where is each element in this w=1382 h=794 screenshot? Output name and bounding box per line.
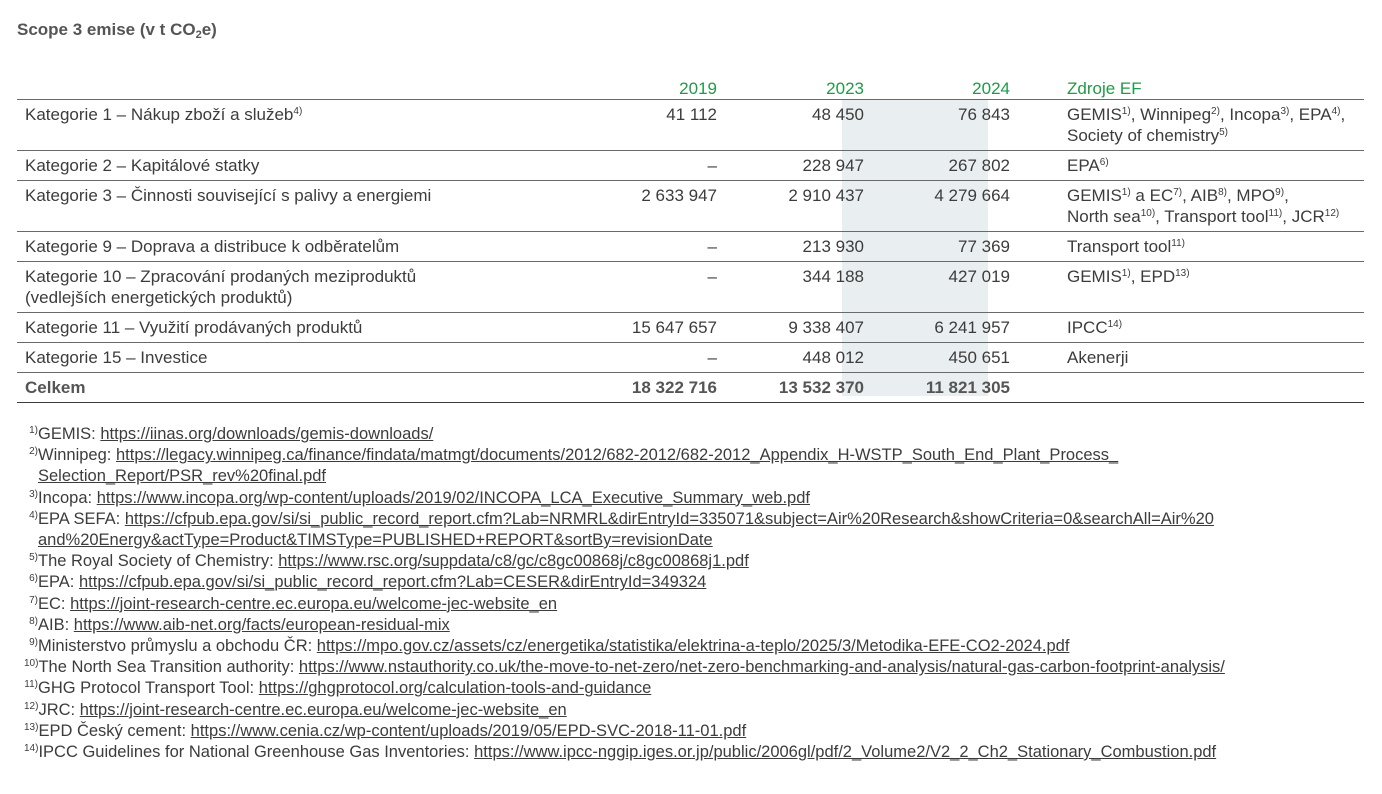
- footnote: [24, 700, 1374, 721]
- footnote-link[interactable]: https://ghgprotocol.org/calculation-tools-and-guidance: [258, 679, 652, 698]
- footnote-label: IPCC Guidelines for National Greenhouse Gas Inventories:: [38, 743, 475, 762]
- source-separator: ,: [1340, 105, 1346, 124]
- footnote: [24, 594, 1374, 615]
- footnote: [24, 742, 1374, 763]
- total-2019: 18 322 716: [578, 373, 725, 403]
- table-header-row: [17, 73, 1364, 100]
- header-2019: 2019: [578, 73, 725, 100]
- source-separator: ,: [1130, 267, 1141, 286]
- source-ref: 12): [1324, 208, 1340, 219]
- footnote-text: [38, 742, 1374, 763]
- footnote: [24, 678, 1374, 699]
- category-label: Kategorie 11 – Využití prodávaných produktů: [25, 318, 363, 337]
- footnote-number: 13): [24, 721, 39, 733]
- source-name: Transport tool: [1164, 207, 1269, 226]
- source-ref: 1): [1121, 187, 1131, 198]
- footnote: [24, 509, 1374, 551]
- footnote-label: GEMIS:: [38, 425, 101, 443]
- source-name: North sea: [1067, 207, 1141, 226]
- footnote-link[interactable]: https://www.rsc.org/suppdata/c8/gc/c8gc00868j/c8gc00868j1.pdf: [278, 552, 749, 571]
- value-2019: –: [578, 343, 725, 373]
- footnote-number: 9): [29, 637, 38, 649]
- category-cell: [17, 343, 578, 373]
- category-cell: [17, 232, 578, 262]
- source-ref: 14): [1107, 319, 1123, 330]
- footnote-text: [38, 700, 1374, 721]
- value-2024: 76 843: [872, 100, 1018, 151]
- value-2023: 228 947: [725, 151, 872, 181]
- footnote-text: [38, 551, 1374, 572]
- source-ref: 5): [1219, 127, 1229, 138]
- source-ref: 1): [1121, 106, 1131, 117]
- source-name: Incopa: [1229, 105, 1281, 124]
- value-2024: 427 019: [872, 262, 1018, 313]
- footnote-link[interactable]: https://cfpub.epa.gov/si/si_public_record_report.cfm?Lab=CESER&dirEntryId=349324: [78, 573, 707, 592]
- footnote-link[interactable]: https://cfpub.epa.gov/si/si_public_record_report.cfm?Lab=NRMRL&dirEntryId=335071&subject=Air%20Research&showCriteria=0&searchAll=Air%20: [124, 509, 1214, 528]
- footnote-link[interactable]: https://iinas.org/downloads/gemis-downloads/: [100, 425, 434, 443]
- source-name: GEMIS: [1067, 186, 1122, 205]
- footnote-text: [38, 678, 1374, 699]
- category-label: Kategorie 15 – Investice: [25, 348, 208, 367]
- footnote-text: [38, 657, 1374, 678]
- value-2023: 448 012: [725, 343, 872, 373]
- source-separator: a: [1130, 186, 1150, 205]
- source-separator: ,: [1284, 186, 1289, 205]
- source-name: EPD: [1140, 267, 1176, 286]
- footnote-text: [38, 445, 1374, 487]
- source-ref: 6): [1099, 157, 1109, 168]
- value-2023: 213 930: [725, 232, 872, 262]
- total-row: [17, 373, 1364, 403]
- source-name: MPO: [1236, 186, 1276, 205]
- footnote-text: [38, 721, 1374, 742]
- sources-cell: [1018, 100, 1364, 151]
- source-name: Transport tool: [1067, 237, 1172, 256]
- source-ref: 4): [1331, 106, 1341, 117]
- footnote-number: 2): [29, 446, 38, 458]
- footnote: [24, 551, 1374, 572]
- value-2023: 344 188: [725, 262, 872, 313]
- footnote-link[interactable]: https://joint-research-centre.ec.europa.eu/welcome-jec-website_en: [79, 700, 567, 719]
- source-name: GEMIS: [1067, 267, 1122, 286]
- footnote-link[interactable]: https://www.cenia.cz/wp-content/uploads/2019/05/EPD-SVC-2018-11-01.pdf: [190, 721, 747, 740]
- source-ref: 8): [1218, 187, 1227, 198]
- source-ref: 2): [1211, 106, 1220, 117]
- title-text: Scope 3 emise (v t CO: [17, 20, 196, 39]
- category-label: Kategorie 1 – Nákup zboží a služeb: [25, 105, 294, 124]
- source-separator: ,: [1282, 207, 1292, 226]
- footnote-link[interactable]: https://legacy.winnipeg.ca/finance/findata/matmgt/documents/2012/682-2012/682-2012_Appendix_H-WSTP_South_End_Plant_Process_: [115, 446, 1119, 465]
- source-ref: 9): [1275, 187, 1285, 198]
- source-ref: 11): [1268, 208, 1283, 219]
- header-2023: 2023: [725, 73, 872, 100]
- category-label: Kategorie 2 – Kapitálové statky: [25, 156, 260, 175]
- category-cell: [17, 313, 578, 343]
- source-name: EPA: [1298, 105, 1332, 124]
- footnote-link[interactable]: https://www.aib-net.org/facts/european-residual-mix: [73, 615, 450, 634]
- value-2024: 4 279 664: [872, 181, 1018, 232]
- footnote: [24, 488, 1374, 509]
- source-ref: 13): [1175, 268, 1190, 279]
- total-label: Celkem: [17, 373, 578, 403]
- footnote: [24, 636, 1374, 657]
- footnote: [24, 657, 1374, 678]
- footnote-number: 1): [29, 425, 38, 436]
- source-name: GEMIS: [1067, 105, 1122, 124]
- category-label: Kategorie 9 – Doprava a distribuce k odběratelům: [25, 237, 400, 256]
- footnote-number: 6): [29, 573, 38, 585]
- value-2019: –: [578, 232, 725, 262]
- table-row: [17, 232, 1364, 262]
- sources-cell: [1018, 262, 1364, 313]
- source-ref: 3): [1280, 106, 1290, 117]
- footnote-label: EPD Český cement:: [38, 721, 191, 740]
- category-cell: [17, 151, 578, 181]
- footnote-label: The Royal Society of Chemistry:: [38, 552, 279, 571]
- value-2023: 2 910 437: [725, 181, 872, 232]
- table-row: [17, 151, 1364, 181]
- total-2023: 13 532 370: [725, 373, 872, 403]
- source-separator: ,: [1226, 186, 1237, 205]
- footnote-number: 10): [24, 658, 39, 670]
- category-label: Kategorie 10 – Zpracování prodaných meziproduktů: [25, 267, 417, 286]
- table-body: [17, 100, 1364, 403]
- footnote-link[interactable]: https://joint-research-centre.ec.europa.eu/welcome-jec-website_en: [70, 594, 558, 613]
- source-name: IPCC: [1067, 318, 1108, 337]
- source-ref: 1): [1121, 268, 1131, 279]
- page-title: [17, 20, 217, 41]
- footnote-number: 4): [29, 509, 38, 521]
- footnote-label: AIB:: [38, 615, 74, 634]
- table-row: [17, 313, 1364, 343]
- footnote: [24, 615, 1374, 636]
- footnote: [24, 445, 1374, 487]
- footnote-text: [38, 636, 1374, 657]
- sources-cell: [1018, 313, 1364, 343]
- footnote-number: 3): [29, 488, 38, 500]
- footnote-number: 8): [29, 615, 38, 627]
- value-2019: 15 647 657: [578, 313, 725, 343]
- footnote: [24, 424, 1374, 445]
- footnote-text: [38, 615, 1374, 636]
- footnote-number: 11): [24, 679, 38, 691]
- source-ref: 10): [1140, 208, 1156, 219]
- footnote-label: Winnipeg:: [38, 446, 116, 465]
- footnote-text: [38, 594, 1374, 615]
- source-separator: ,: [1182, 186, 1191, 205]
- footnote-number: 12): [24, 700, 39, 712]
- value-2019: –: [578, 151, 725, 181]
- value-2023: 48 450: [725, 100, 872, 151]
- title-tail: e): [201, 20, 217, 39]
- footnote-link[interactable]: https://www.nstauthority.co.uk/the-move-to-net-zero/net-zero-benchmarking-and-analysis/natural-gas-carbon-footprint-analysis/: [298, 658, 1225, 677]
- footnote-text: [38, 424, 1374, 445]
- value-2023: 9 338 407: [725, 313, 872, 343]
- value-2024: 267 802: [872, 151, 1018, 181]
- sources-cell: [1018, 232, 1364, 262]
- value-2019: 41 112: [578, 100, 725, 151]
- total-2024: 11 821 305: [872, 373, 1018, 403]
- footnote-link[interactable]: https://www.incopa.org/wp-content/uploads/2019/02/INCOPA_LCA_Executive_Summary_web.pdf: [96, 488, 810, 507]
- source-name: EC: [1149, 186, 1174, 205]
- value-2024: 6 241 957: [872, 313, 1018, 343]
- source-separator: ,: [1130, 105, 1141, 124]
- footnote-text: [38, 509, 1374, 551]
- category-ref: 4): [293, 106, 303, 117]
- value-2019: –: [578, 262, 725, 313]
- source-name: AIB: [1190, 186, 1219, 205]
- value-2024: 77 369: [872, 232, 1018, 262]
- value-2019: 2 633 947: [578, 181, 725, 232]
- source-name: Winnipeg: [1140, 105, 1212, 124]
- footnote-link[interactable]: and%20Energy&actType=Product&TIMSType=PUBLISHED+REPORT&sortBy=revisionDate: [38, 531, 713, 550]
- footnote-text: [38, 572, 1374, 593]
- total-sources: [1018, 373, 1364, 403]
- footnote-label: JRC:: [38, 700, 80, 719]
- footnotes: [24, 424, 1374, 763]
- emissions-table: [17, 73, 1364, 403]
- table-row: [17, 181, 1364, 232]
- footnote: [24, 721, 1374, 742]
- footnote-link[interactable]: https://mpo.gov.cz/assets/cz/energetika/statistika/elektrina-a-teplo/2025/3/Metodika-EFE-CO2-2024.pdf: [316, 637, 1070, 656]
- header-2024: 2024: [872, 73, 1018, 100]
- source-separator: ,: [1289, 105, 1299, 124]
- source-separator: ,: [1155, 207, 1165, 226]
- header-sources: Zdroje EF: [1018, 73, 1364, 100]
- title-subscript: 2: [195, 29, 202, 41]
- category-label: Kategorie 3 – Činnosti související s palivy a energiemi: [25, 186, 432, 205]
- footnote-label: GHG Protocol Transport Tool:: [38, 679, 259, 698]
- source-name: EPA: [1067, 156, 1100, 175]
- footnote-label: EPA SEFA:: [38, 509, 125, 528]
- footnote: [24, 572, 1374, 593]
- table-row: [17, 343, 1364, 373]
- footnote-number: 14): [24, 743, 39, 755]
- category-cell: [17, 262, 578, 313]
- footnote-text: [38, 488, 1374, 509]
- source-ref: 7): [1173, 187, 1183, 198]
- source-ref: 11): [1171, 238, 1185, 249]
- source-name: Akenerji: [1067, 348, 1129, 367]
- table-row: [17, 100, 1364, 151]
- footnote-label: Incopa:: [38, 488, 97, 507]
- footnote-link[interactable]: Selection_Report/PSR_rev%20final.pdf: [38, 467, 327, 486]
- value-2024: 450 651: [872, 343, 1018, 373]
- source-name: JCR: [1291, 207, 1325, 226]
- footnote-number: 5): [29, 552, 38, 564]
- category-cell: [17, 181, 578, 232]
- category-cell: [17, 100, 578, 151]
- source-name: Society of chemistry: [1067, 126, 1220, 145]
- footnote-link[interactable]: https://www.ipcc-nggip.iges.or.jp/public/2006gl/pdf/2_Volume2/V2_2_Ch2_Stationary_Combustion.pdf: [474, 743, 1217, 762]
- footnote-label: Ministerstvo průmyslu a obchodu ČR:: [38, 637, 317, 656]
- footnote-label: The North Sea Transition authority:: [38, 658, 299, 677]
- source-separator: ,: [1219, 105, 1230, 124]
- sources-cell: [1018, 151, 1364, 181]
- category-label-line2: (vedlejších energetických produktů): [25, 288, 293, 307]
- footnote-label: EC:: [38, 594, 71, 613]
- table-row: [17, 262, 1364, 313]
- footnote-label: EPA:: [38, 573, 79, 592]
- sources-cell: [1018, 181, 1364, 232]
- footnote-number: 7): [29, 594, 38, 606]
- sources-cell: [1018, 343, 1364, 373]
- header-category: [17, 73, 578, 100]
